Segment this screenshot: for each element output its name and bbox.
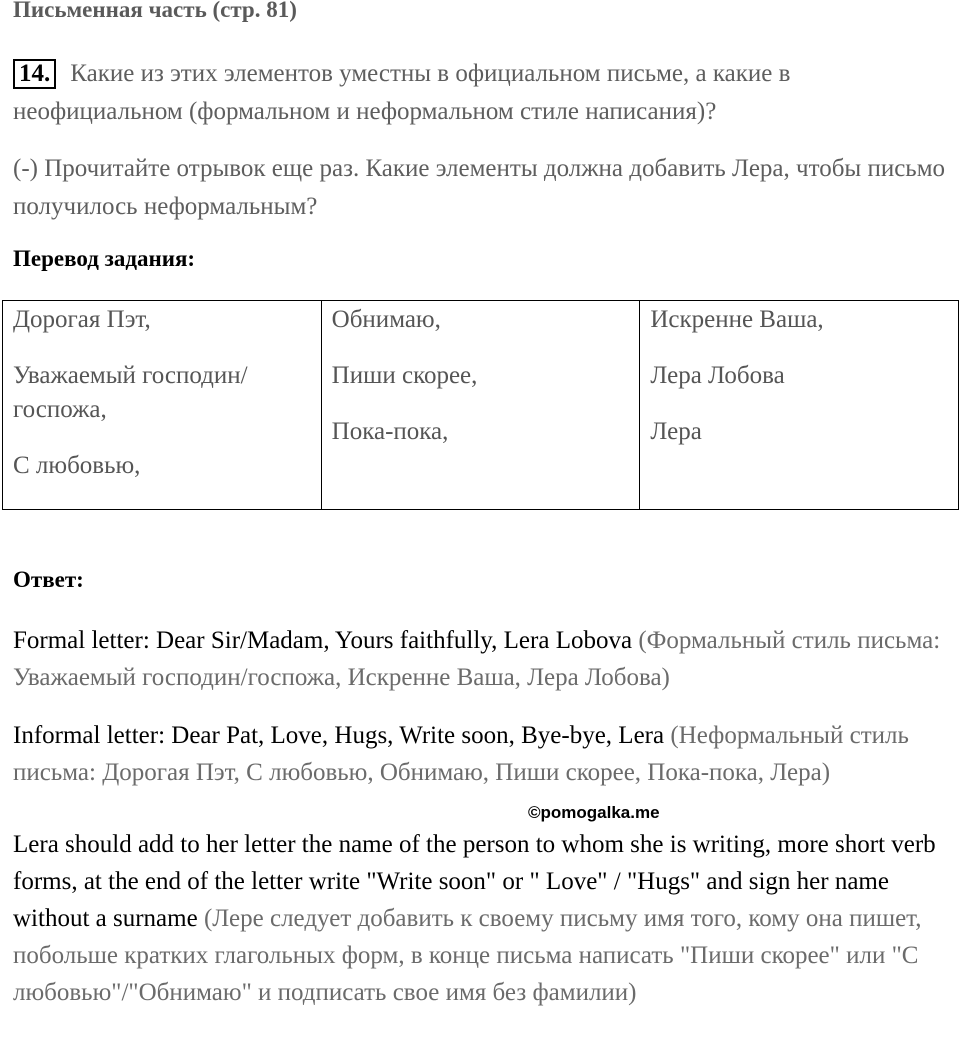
task-subtext: (-) Прочитайте отрывок еще раз. Какие элементы должна добавить Лера, чтобы письмо получилось неформальным? [13, 155, 946, 220]
watermark: ©pomogalka.me [528, 803, 660, 822]
answer-formal [13, 622, 953, 696]
task-number: 14. [13, 59, 56, 89]
task-text [13, 55, 948, 131]
answer-informal-ru: (Неформальный стиль письма: Дорогая Пэт, С любовью, Обнимаю, Пиши скорее, Пока-пока, Лера) [13, 722, 909, 786]
answer-formal-ru: (Формальный стиль письма: Уважаемый господин/госпожа, Искренне Ваша, Лера Лобова) [13, 627, 941, 691]
table-item: Искренне Ваша, [650, 306, 824, 333]
translation-title: Перевод задания: [13, 246, 196, 271]
answer-informal [13, 717, 953, 791]
answer-advice [13, 826, 953, 1011]
answer-informal-en: Informal letter: Dear Pat, Love, Hugs, Write soon, Bye-bye, Lera [13, 722, 665, 749]
section-title: Письменная часть (стр. 81) [13, 0, 297, 22]
table-item: С любовью, [13, 452, 141, 479]
table-row [3, 301, 959, 510]
table-item: Пока-пока, [331, 418, 449, 445]
table-item: Дорогая Пэт, [13, 306, 151, 333]
answer-advice-ru: (Лере следует добавить к своему письму имя того, кому она пишет, побольше кратких глагольных форм, в конце письма написать "Пиши скорее" или "С любовью"/"Обнимаю" и подписать свое имя без фамилии) [13, 905, 922, 1006]
answer-formal-en: Formal letter: Dear Sir/Madam, Yours faithfully, Lera Lobova [13, 627, 633, 654]
table-item: Уважаемый господин/госпожа, [13, 362, 248, 423]
answer-title: Ответ: [13, 567, 84, 592]
table-item: Лера Лобова [650, 362, 785, 389]
phrases-table [2, 300, 959, 510]
table-cell-col2 [321, 301, 640, 510]
table-item: Обнимаю, [331, 306, 441, 333]
table-cell-col1 [3, 301, 322, 510]
table-item: Пиши скорее, [331, 362, 478, 389]
answer-advice-en: Lera should add to her letter the name of the person to whom she is writing, more short verb forms, at the end of the letter write "Write soon" or " Love" / "Hugs" and sign her name without a surname [13, 831, 936, 932]
table-cell-col3 [640, 301, 959, 510]
task-question: Какие из этих элементов уместны в официальном письме, а какие в неофициальном (формальном и неформальном стиле написания)? [13, 60, 791, 125]
table-item: Лера [650, 418, 702, 445]
